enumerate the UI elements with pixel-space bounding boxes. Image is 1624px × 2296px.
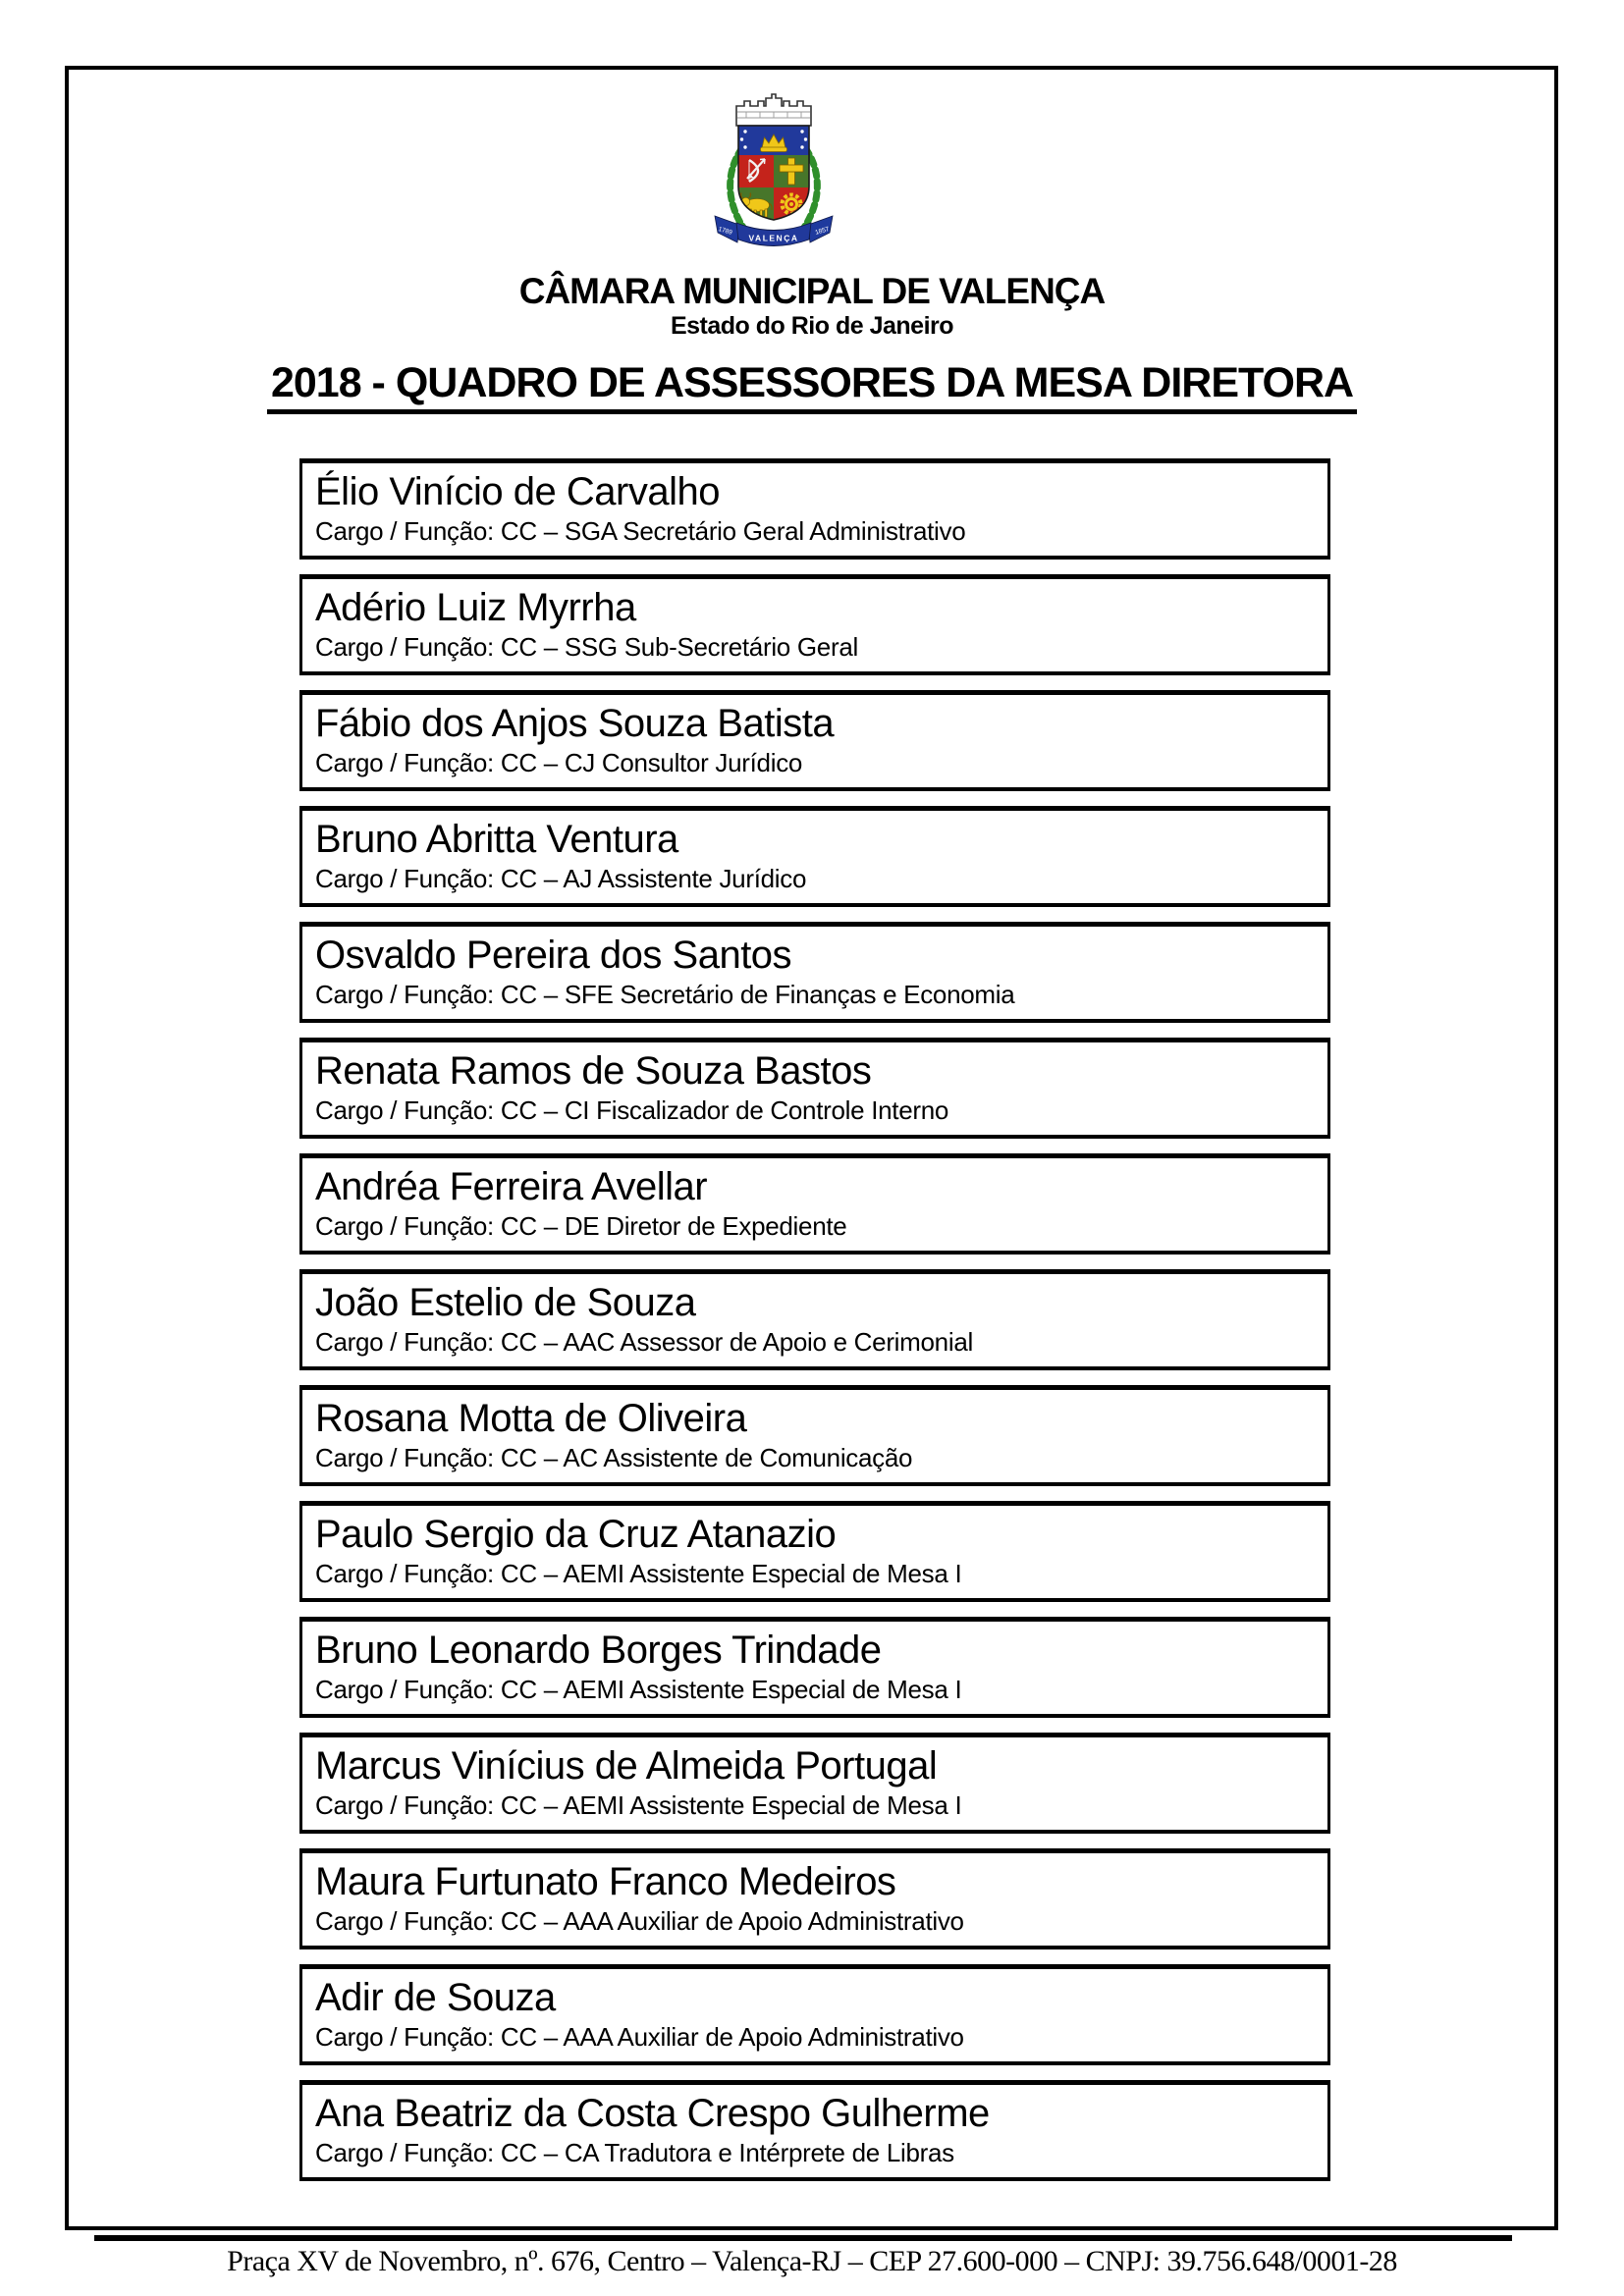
person-role: Cargo / Função: CC – DE Diretor de Expediente [315,1211,847,1241]
person-name: Adério Luiz Myrrha [315,586,636,629]
person-name: Renata Ramos de Souza Bastos [315,1049,872,1093]
person-role: Cargo / Função: CC – AEMI Assistente Especial de Mesa I [315,1675,962,1704]
roster-card [299,1269,1330,1370]
person-role: Cargo / Função: CC – AEMI Assistente Especial de Mesa I [315,1559,962,1588]
person-role: Cargo / Função: CC – AEMI Assistente Especial de Mesa I [315,1790,962,1820]
person-name: Rosana Motta de Oliveira [315,1397,747,1440]
org-state: Estado do Rio de Janeiro [670,312,954,340]
person-name: Adir de Souza [315,1976,556,2019]
roster-card [299,1153,1330,1255]
person-role: Cargo / Função: CC – SSG Sub-Secretário Geral [315,632,858,662]
person-role: Cargo / Função: CC – CJ Consultor Jurídico [315,748,803,777]
roster-card [299,690,1330,791]
person-name: João Estelio de Souza [315,1281,696,1324]
roster-card [299,922,1330,1023]
person-name: Paulo Sergio da Cruz Atanazio [315,1513,837,1556]
roster-card [299,1964,1330,2065]
person-name: Bruno Leonardo Borges Trindade [315,1629,882,1672]
roster-card [299,1733,1330,1834]
roster-card [299,1038,1330,1139]
person-name: Maura Furtunato Franco Medeiros [315,1860,896,1903]
roster-card [299,806,1330,907]
roster-card [299,1617,1330,1718]
person-name: Ana Beatriz da Costa Crespo Gulherme [315,2092,990,2135]
roster-card [299,574,1330,675]
person-name: Marcus Vinícius de Almeida Portugal [315,1744,938,1788]
person-role: Cargo / Função: CC – SFE Secretário de Finanças e Economia [315,980,1015,1009]
ribbon-year-right: 1857 [814,226,831,237]
person-role: Cargo / Função: CC – SGA Secretário Geral Administrativo [315,516,966,546]
ribbon-year-left: 1789 [717,226,733,237]
person-role: Cargo / Função: CC – AAA Auxiliar de Apoio Administrativo [315,1906,964,1936]
ribbon-city-name: VALENÇA [748,233,799,243]
person-name: Andréa Ferreira Avellar [315,1165,708,1208]
org-name: CÂMARA MUNICIPAL DE VALENÇA [518,271,1106,311]
roster-card [299,1501,1330,1602]
person-name: Élio Vinício de Carvalho [315,470,720,513]
person-name: Osvaldo Pereira dos Santos [315,934,792,977]
footer-rule [94,2235,1512,2241]
person-role: Cargo / Função: CC – CA Tradutora e Intérprete de Libras [315,2138,954,2167]
person-role: Cargo / Função: CC – AAC Assessor de Apoio e Cerimonial [315,1327,973,1357]
roster-card [299,1848,1330,1949]
doc-title-wrap [0,359,1624,414]
roster-card [299,2080,1330,2181]
roster-card [299,458,1330,560]
roster-list [299,458,1330,2196]
valenca-coat-of-arms-icon [713,86,835,251]
chief-crown-icon [761,134,787,152]
mural-crown-icon [736,94,811,126]
person-role: Cargo / Função: CC – CI Fiscalizador de Controle Interno [315,1095,949,1125]
person-role: Cargo / Função: CC – AJ Assistente Jurídico [315,864,807,893]
person-name: Fábio dos Anjos Souza Batista [315,702,835,745]
roster-card [299,1385,1330,1486]
person-role: Cargo / Função: CC – AC Assistente de Comunicação [315,1443,913,1472]
person-role: Cargo / Função: CC – AAA Auxiliar de Apoio Administrativo [315,2022,964,2052]
footer-address: Praça XV de Novembro, nº. 676, Centro – Valença-RJ – CEP 27.600-000 – CNPJ: 39.756.648/0001-28 [227,2245,1397,2277]
doc-title: 2018 - QUADRO DE ASSESSORES DA MESA DIRETORA [267,359,1357,414]
person-name: Bruno Abritta Ventura [315,818,678,861]
